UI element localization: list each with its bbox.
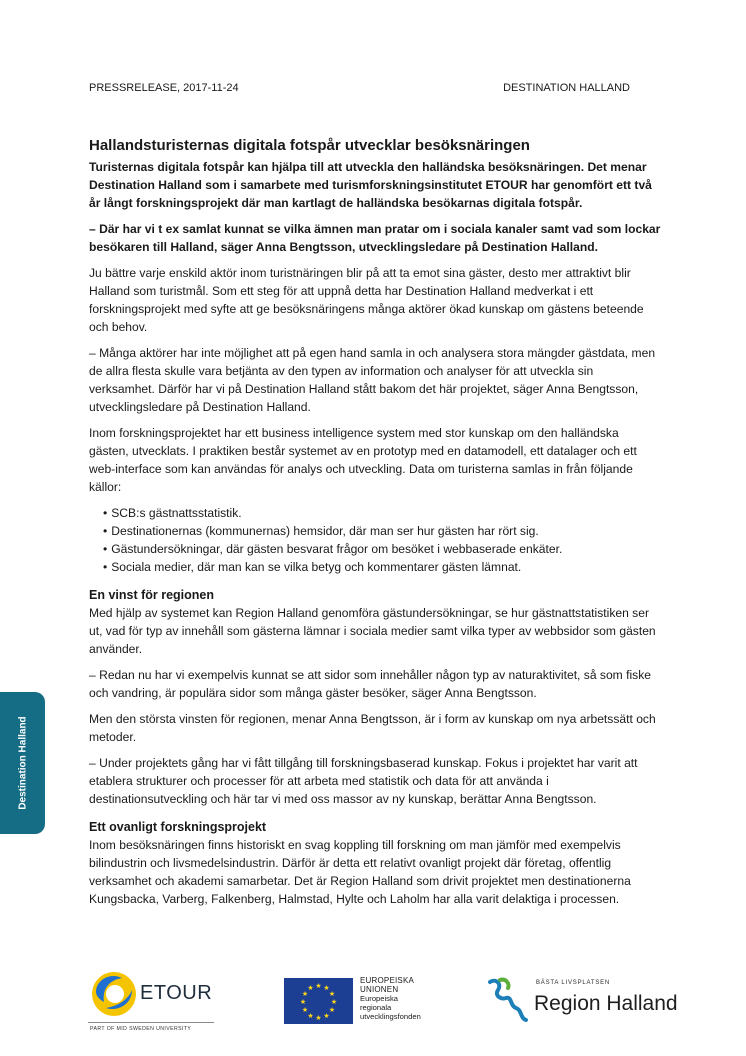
paragraph: Med hjälp av systemet kan Region Halland genomföra gästundersökningar, se hur gästnattstatistiken ser ut, vad för typ av innehåll som gästerna lämnar i sociala medier samt vilka typer av webbsidor som gästen använder.: [89, 606, 656, 656]
svg-text:★: ★: [315, 982, 322, 990]
paragraph: – Redan nu har vi exempelvis kunnat se att sidor som innehåller någon typ av naturaktivitet, så som fiske och vandring, är populära sidor som många gäster besöker, säger Anna Bengtsson.: [89, 668, 651, 700]
svg-text:★: ★: [315, 1014, 322, 1022]
svg-text:★: ★: [301, 990, 309, 998]
svg-text:★: ★: [301, 1006, 309, 1014]
article-lead: Turisternas digitala fotspår kan hjälpa till att utveckla den halländska besöksnäringen. Det menar Destination Halland som i samarbete med turismforskningsinstitutet ETOUR har genomfört ett två år långt forskningsprojekt där man kartlagt de halländska besökarnas digitala fotspår.: [89, 160, 652, 210]
eu-line: UNIONEN: [360, 985, 399, 994]
divider: [88, 1022, 214, 1023]
paragraph: Inom besöksnäringen finns historiskt en svag koppling till forskning om man jämför med exempelvis bilindustrin och livsmedelsindustrin. Därför är detta ett relativt ovanligt projekt där företag, offentlig verksamhet och akademi samarbetar. Det är Region Halland som drivit projektet men destinationerna Kungsbacka, Varberg, Falkenberg, Halmstad, Hylte och Laholm har alla varit delaktiga i processen.: [89, 838, 631, 906]
side-tab-label: Destination Halland: [17, 716, 28, 810]
list-item: • Destinationernas (kommunernas) hemsidor, där man ser hur gästen har rört sig.: [103, 522, 661, 540]
logo-footer: [0, 960, 746, 1040]
eu-text: [360, 976, 421, 1021]
paragraph: – Många aktörer har inte möjlighet att på egen hand samla in och analysera stora mängder gästdata, men de allra flesta skulle vara betjänta av den typen av information och analyser för att utveckla sin verksamhet. Därför har vi på Destination Halland stått bakom det här projektet, säger Anna Bengtsson, utvecklingsledare på Destination Halland.: [89, 346, 656, 414]
paragraph: – Under projektets gång har vi fått tillgång till forskningsbaserad kunskap. Fokus i projektet har varit att etablera strukturer och processer för att arbeta med statistik och data för att använda i destinationsutveckling och här tar vi med oss massor av ny kunskap, berättar Anna Bengtsson.: [89, 756, 638, 806]
eu-line: EUROPEISKA: [360, 976, 415, 985]
region-tagline: BÄSTA LIVSPLATSEN: [536, 980, 611, 986]
svg-text:★: ★: [307, 1012, 314, 1020]
article-body: [89, 136, 661, 916]
paragraph: Ju bättre varje enskild aktör inom turistnäringen blir på att ta emot sina gäster, desto mer attraktivt blir Halland som turistmål. Som ett steg för att uppnå detta har Destination Halland medverkat i ett forskningsprojekt med syfte att ge besöksnäringens många aktörer ökad kunskap om gästens beteende och behov.: [89, 266, 644, 334]
svg-text:★: ★: [307, 984, 314, 992]
svg-text:★: ★: [328, 990, 336, 998]
eu-logo: [284, 978, 464, 1028]
section-heading: En vinst för regionen: [89, 588, 215, 602]
paragraph: Men den största vinsten för regionen, menar Anna Bengtsson, är i form av kunskap om nya arbetssätt och metoder.: [89, 712, 656, 744]
organization-name: DESTINATION HALLAND: [503, 82, 630, 94]
region-wordmark: Region Halland: [534, 992, 678, 1015]
etour-emblem-icon: [88, 968, 140, 1020]
side-tab: [0, 692, 45, 834]
svg-text:★: ★: [328, 1006, 336, 1014]
svg-text:★: ★: [299, 998, 307, 1006]
eu-flag: [284, 978, 353, 1024]
eu-line: Europeiska: [360, 994, 398, 1003]
section-heading: Ett ovanligt forskningsprojekt: [89, 820, 267, 834]
region-halland-logo: [486, 974, 686, 1034]
svg-text:★: ★: [330, 998, 338, 1006]
list-item: • Gästundersökningar, där gästen besvarat frågor om besöket i webbaserade enkäter.: [103, 540, 661, 558]
article-title: Hallandsturisternas digitala fotspår utvecklar besöksnäringen: [89, 137, 530, 154]
list-item: • Sociala medier, där man kan se vilka betyg och kommentarer gästen lämnat.: [103, 558, 661, 576]
halland-coast-icon: [486, 976, 530, 1022]
paragraph: Inom forskningsprojektet har ett business intelligence system med stor kunskap om den halländska gästen, utvecklats. I praktiken består systemet av en prototyp med en datamodell, ett datalager och ett web-interface som kan användas för analys och utveckling. Data om turisterna samlas in från följande källor:: [89, 426, 637, 494]
etour-wordmark: ETOUR: [140, 982, 213, 1004]
etour-tagline: PART OF MID SWEDEN UNIVERSITY: [90, 1026, 192, 1032]
eu-line: utvecklingsfonden: [360, 1012, 421, 1021]
list-item: • SCB:s gästnattsstatistik.: [103, 504, 661, 522]
svg-text:★: ★: [323, 984, 330, 992]
etour-logo: [88, 968, 218, 1038]
eu-line: regionala: [360, 1003, 392, 1012]
source-list: [89, 504, 661, 576]
article-quote: – Där har vi t ex samlat kunnat se vilka ämnen man pratar om i sociala kanaler samt vad som lockar besökaren till Halland, säger Anna Bengtsson, utvecklingsledare på Destination Halland.: [89, 222, 661, 254]
press-release-date: PRESSRELEASE, 2017-11-24: [89, 82, 239, 94]
eu-stars-icon: [284, 978, 353, 1024]
svg-text:★: ★: [323, 1012, 330, 1020]
